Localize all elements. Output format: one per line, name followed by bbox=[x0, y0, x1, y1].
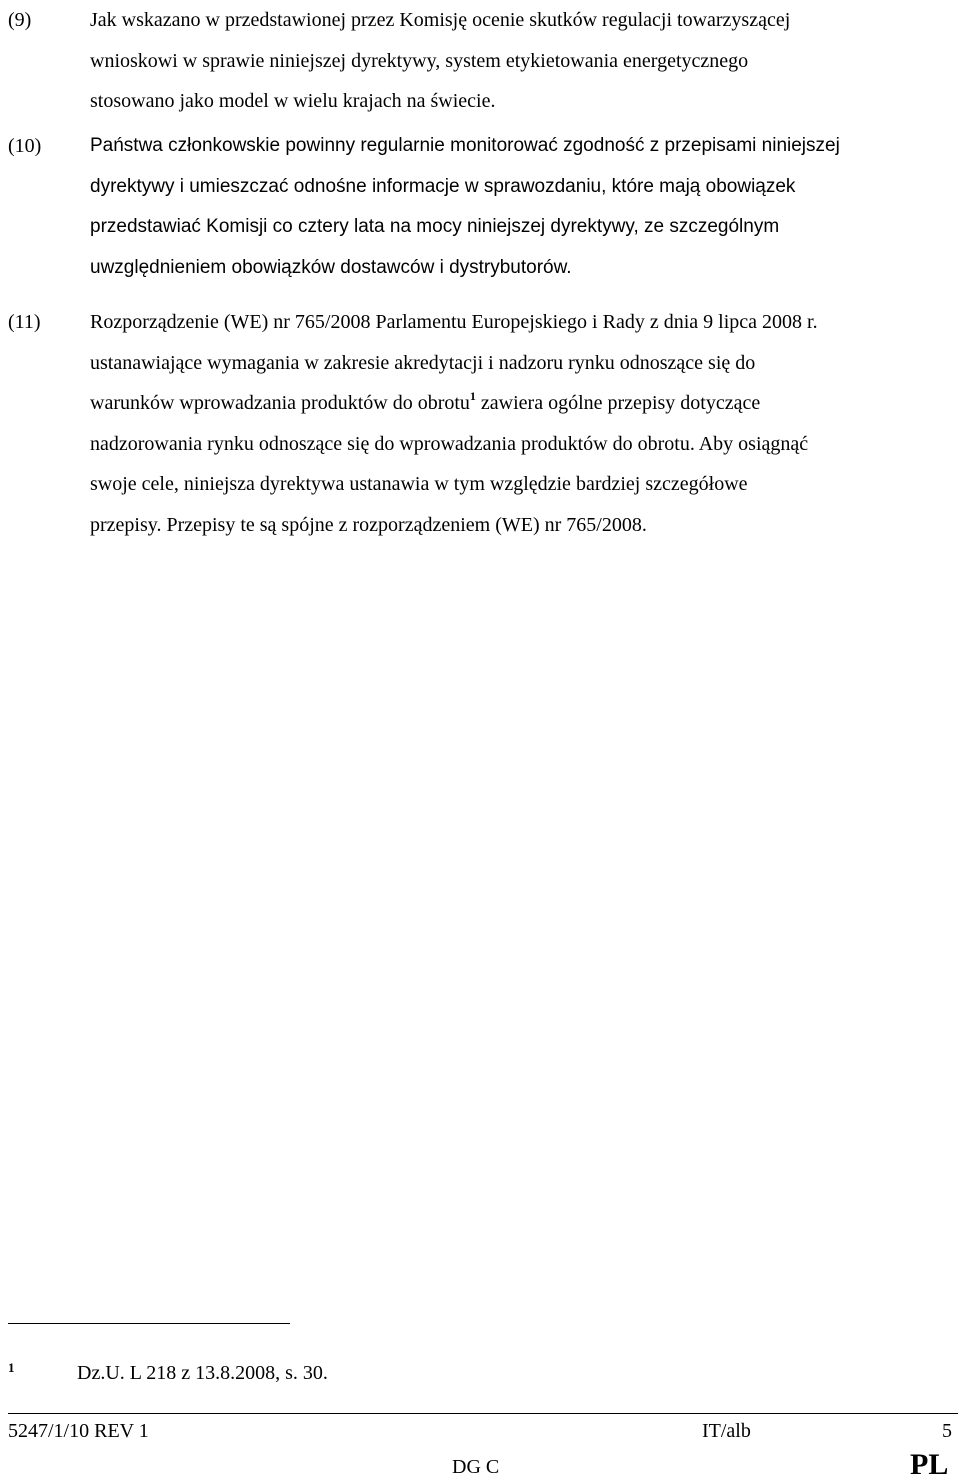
footnote-text: Dz.U. L 218 z 13.8.2008, s. 30. bbox=[77, 1362, 328, 1384]
text-line: Państwa członkowskie powinny regularnie monitorować zgodność z przepisami niniejszej bbox=[90, 135, 840, 156]
text-line: nadzorowania rynku odnoszące się do wprowadzania produktów do obrotu. Aby osiągnąć bbox=[90, 432, 809, 455]
text-line: swoje cele, niniejsza dyrektywa ustanawia w tym względzie bardziej szczegółowe bbox=[90, 473, 748, 495]
text-line: przedstawiać Komisji co cztery lata na mocy niniejszej dyrektywy, ze szczególnym bbox=[90, 216, 780, 237]
recital-number: (9) bbox=[8, 9, 32, 31]
language-code: PL bbox=[910, 1448, 949, 1481]
document-reference: 5247/1/10 REV 1 bbox=[8, 1420, 149, 1442]
recital-number: (10) bbox=[8, 135, 42, 157]
text-line: dyrektywy i umieszczać odnośne informacje w sprawozdaniu, które mają obowiązek bbox=[90, 175, 796, 197]
text-fragment: zawiera ogólne przepisy dotyczące bbox=[480, 392, 761, 414]
directorate-general: DG C bbox=[452, 1456, 500, 1478]
recital-text bbox=[90, 302, 950, 545]
footnote-mark: 1 bbox=[8, 1360, 15, 1375]
text-line: przepisy. Przepisy te są spójne z rozporządzeniem (WE) nr 765/2008. bbox=[90, 513, 647, 536]
text-fragment: warunków wprowadzania produktów do obrotu bbox=[90, 392, 470, 414]
text-line: Rozporządzenie (WE) nr 765/2008 Parlamentu Europejskiego i Rady z dnia 9 lipca 2008 r. bbox=[90, 311, 818, 333]
recital-text bbox=[90, 0, 950, 122]
recital-text bbox=[90, 126, 950, 288]
footer-divider bbox=[8, 1413, 958, 1414]
recital-number: (11) bbox=[8, 311, 41, 333]
page-number: 5 bbox=[942, 1420, 952, 1442]
author-initials: IT/alb bbox=[702, 1420, 751, 1442]
text-line: stosowano jako model w wielu krajach na świecie. bbox=[90, 90, 496, 112]
text-line: wnioskowi w sprawie niniejszej dyrektywy, system etykietowania energetycznego bbox=[90, 49, 749, 72]
footnote bbox=[0, 1358, 960, 1394]
footnote-reference[interactable]: 1 bbox=[469, 389, 476, 403]
text-line: uwzględnieniem obowiązków dostawców i dystrybutorów. bbox=[90, 256, 572, 278]
footnote-divider bbox=[8, 1323, 290, 1324]
text-line bbox=[90, 383, 950, 424]
text-line: Jak wskazano w przedstawionej przez Komisję ocenie skutków regulacji towarzyszącej bbox=[90, 9, 791, 31]
text-line: ustanawiające wymagania w zakresie akredytacji i nadzoru rynku odnoszące się do bbox=[90, 351, 756, 374]
